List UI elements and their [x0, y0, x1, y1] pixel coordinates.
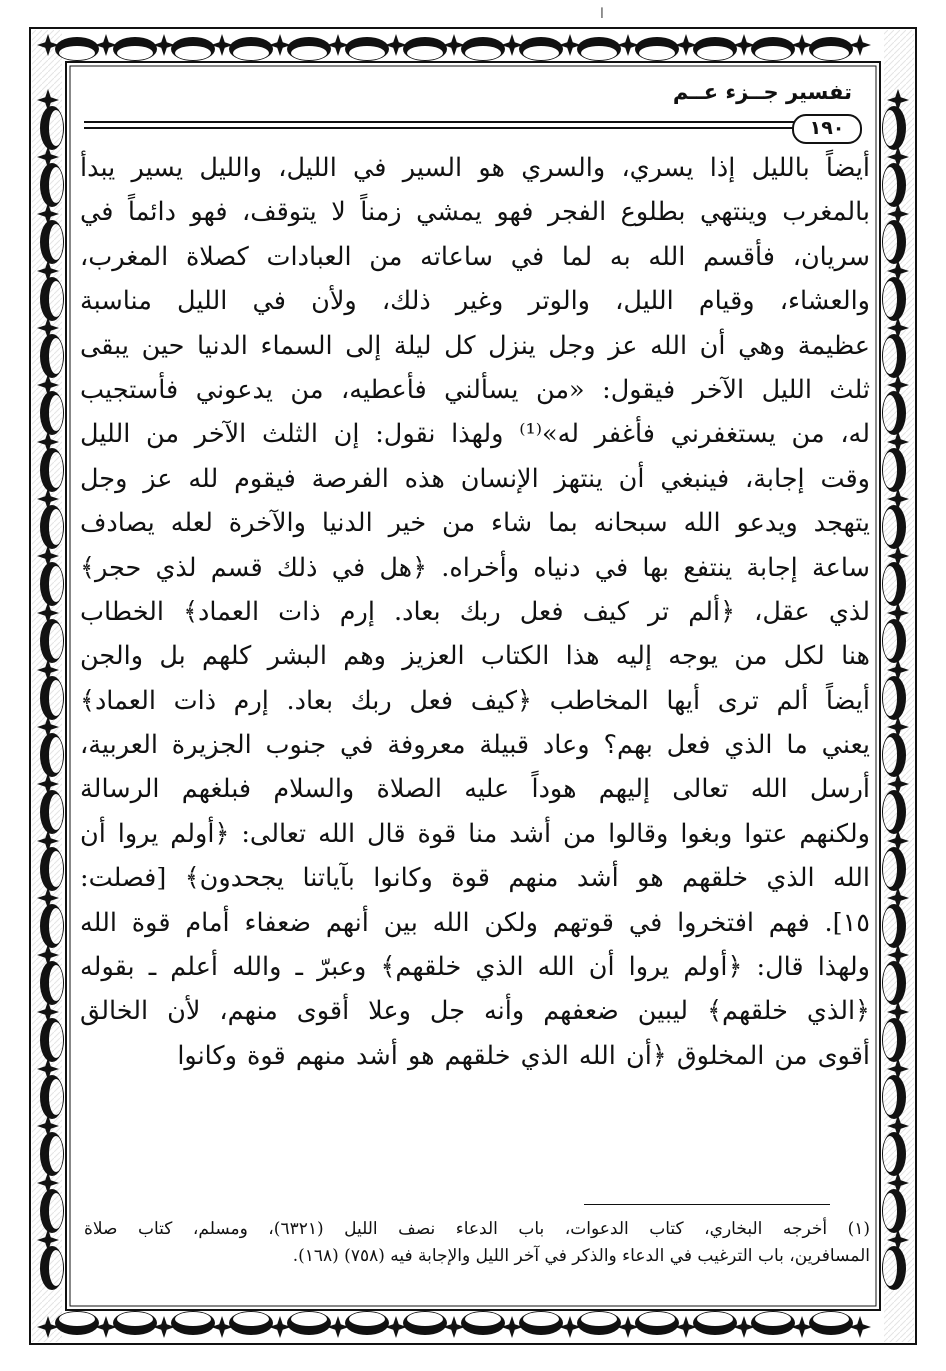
footnote-line: (١) أخرجه البخاري، كتاب الدعوات، باب الدعاء نصف الليل (٦٣٢١)، ومسلم، كتاب صلاة [84, 1219, 870, 1239]
text-line: له، من يستغفرني فأغفر له»⁽¹⁾ ولهذا نقول: إن الثلث الآخر من الليل [80, 419, 870, 450]
body-text [80, 146, 870, 1078]
text-line: سريان، فأقسم الله به لما في ساعاته من العبادات كصلاة المغرب، [80, 241, 870, 272]
text-line: وقت إجابة، فينبغي أن ينتهز الإنسان هذه الفرصة فيقوم لله عز وجل [80, 463, 870, 494]
text-line: عظيمة وهي أن الله عز وجل ينزل كل ليلة إلى السماء الدنيا حين يبقى [80, 330, 870, 361]
text-line: ولهذا قال: ﴿أولم يروا أن الله الذي خلقهم﴾ وعبرّ ـ والله أعلم ـ بقوله [80, 952, 870, 983]
text-line: والعشاء، وقيام الليل، والوتر وغير ذلك، ولأن في الليل مناسبة [80, 286, 870, 317]
header-rule-top [84, 121, 794, 123]
header-rule-bottom [84, 127, 794, 129]
text-line: بالمغرب وينتهي بطلوع الفجر فهو يمشي زمناً لا يتوقف، فهو دائماً في [80, 197, 870, 228]
page-number-badge: ١٩٠ [792, 114, 862, 144]
running-title: تفسير جــزء عــم [672, 80, 852, 104]
text-line: أيضاً ألم ترى أيها المخاطب ﴿كيف فعل ربك بعاد. إرم ذات العماد﴾ [80, 685, 870, 716]
footnotes [84, 1216, 870, 1270]
text-line: ثلث الليل الآخر فيقول: «من يسألني فأعطيه، من يدعوني فأستجيب [80, 374, 870, 405]
text-line: لذي عقل، ﴿ألم تر كيف فعل ربك بعاد. إرم ذات العماد﴾ الخطاب [80, 596, 870, 627]
top-mark: ا [600, 6, 604, 22]
text-line: أيضاً بالليل إذا يسري، والسري هو السير في الليل، والليل يسير يبدأ [80, 153, 870, 183]
footnote-line: المسافرين، باب الترغيب في الدعاء والذكر في آخر الليل والإجابة فيه (٧٥٨) (١٦٨). [292, 1246, 870, 1266]
text-line: أرسل الله تعالى إليهم هوداً عليه الصلاة والسلام فبلغهم الرسالة [80, 774, 870, 805]
page-header [84, 80, 864, 142]
text-line: ﴿الذي خلقهم﴾ ليبين ضعفهم وأنه جل وعلا أقوى منهم، لأن الخالق [80, 996, 870, 1027]
text-line: ولكنهم عتوا وبغوا وقالوا من أشد منا قوة قال الله تعالى: ﴿أولم يروا أن [80, 818, 870, 849]
text-line: يتهجد ويدعو الله سبحانه بما شاء من خير الدنيا والآخرة لعله يصادف [80, 508, 870, 539]
footnote-separator [584, 1204, 830, 1205]
text-line: ١٥]. فهم افتخروا في قوتهم ولكن الله بين أنهم ضعفاء أمام قوة الله [80, 907, 870, 938]
text-line: أقوى من المخلوق ﴿أن الله الذي خلقهم هو أشد منهم قوة وكانوا [177, 1040, 870, 1071]
text-line: هنا لكل من يوجه إليه هذا الكتاب العزيز وهم البشر كلهم بل والجن [80, 641, 870, 672]
text-line: الله الذي خلقهم هو أشد منهم قوة وكانوا بآياتنا يجحدون﴾ [فصلت: [80, 863, 870, 894]
text-line: ساعة إجابة ينتفع بها في دنياه وأخراه. ﴿هل في ذلك قسم لذي حجر﴾ [80, 552, 870, 583]
text-line: يعني ما الذي فعل بهم؟ وعاد قبيلة معروفة في جنوب الجزيرة العربية، [80, 730, 870, 761]
